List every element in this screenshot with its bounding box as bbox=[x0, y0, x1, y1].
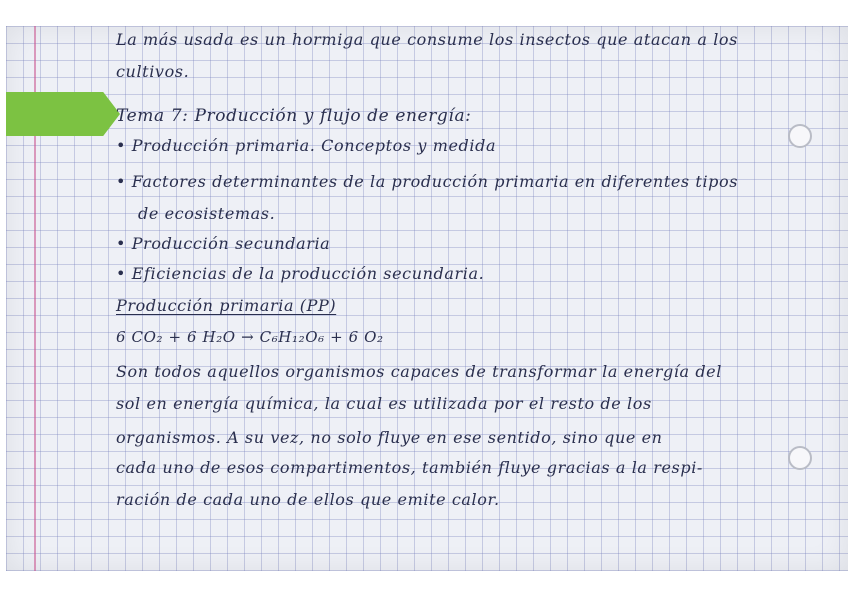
bullet-item: • Factores determinantes de la producción primaria en diferentes tipos bbox=[116, 172, 739, 191]
binder-hole bbox=[788, 124, 812, 148]
paragraph-line: cada uno de esos compartimentos, también fluye gracias a la respi- bbox=[116, 458, 703, 477]
binder-hole bbox=[788, 446, 812, 470]
paragraph-line: ración de cada uno de ellos que emite calor. bbox=[116, 490, 500, 509]
notebook-page bbox=[6, 26, 848, 571]
bullet-item: • Producción primaria. Conceptos y medida bbox=[116, 136, 497, 155]
paragraph-line: sol en energía química, la cual es utilizada por el resto de los bbox=[116, 394, 652, 413]
text-line: cultivos. bbox=[116, 62, 190, 81]
subheading: Producción primaria (PP) bbox=[116, 296, 337, 315]
bullet-item: • Producción secundaria bbox=[116, 234, 331, 253]
green-page-tab bbox=[6, 92, 120, 136]
bullet-item: • Eficiencias de la producción secundaria. bbox=[116, 264, 485, 283]
paragraph-line: Son todos aquellos organismos capaces de transformar la energía del bbox=[116, 362, 722, 381]
chemical-equation: 6 CO₂ + 6 H₂O → C₆H₁₂O₆ + 6 O₂ bbox=[116, 328, 384, 346]
text-line: La más usada es un hormiga que consume los insectos que atacan a los bbox=[116, 30, 738, 49]
paragraph-line: organismos. A su vez, no solo fluye en ese sentido, sino que en bbox=[116, 428, 663, 447]
section-heading: Tema 7: Producción y flujo de energía: bbox=[116, 106, 472, 126]
bullet-continuation: de ecosistemas. bbox=[138, 204, 276, 223]
